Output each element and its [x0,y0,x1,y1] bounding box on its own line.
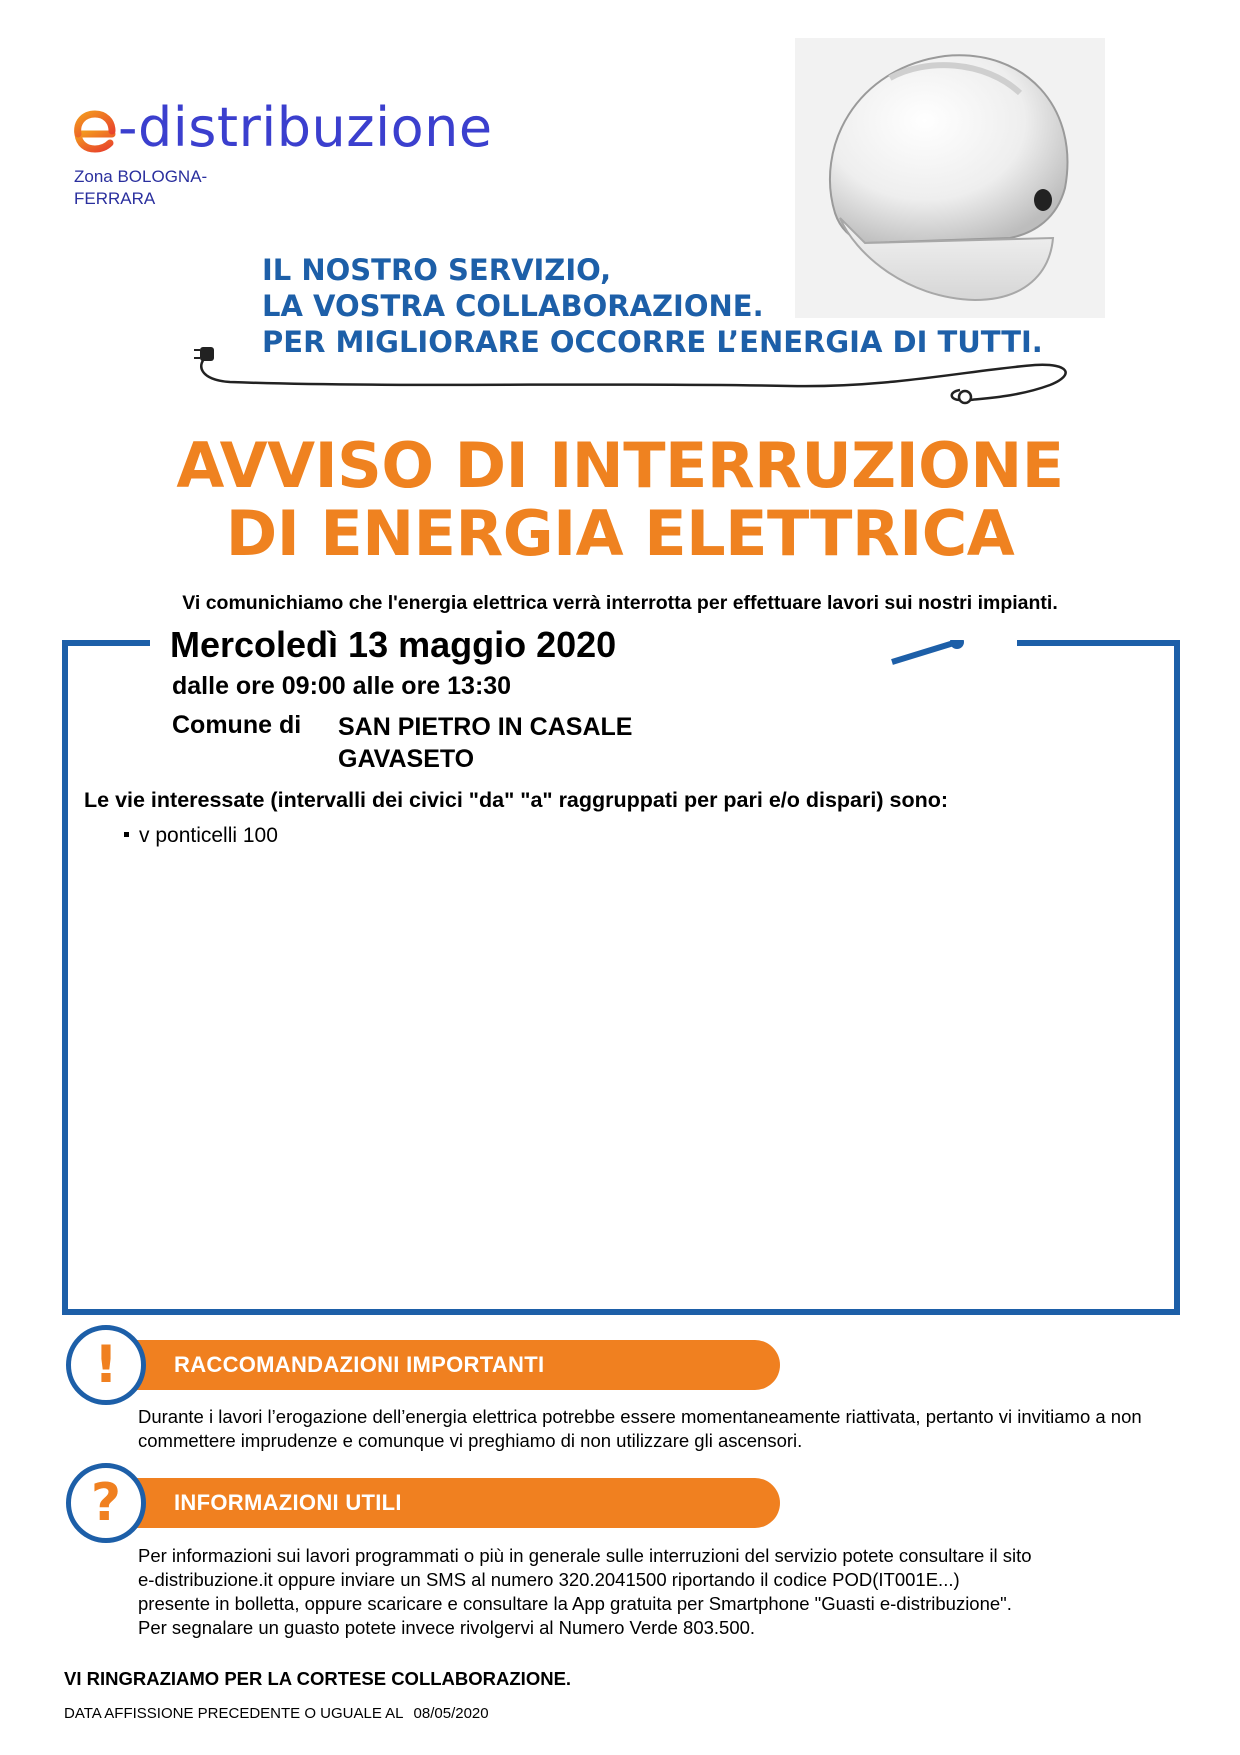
brand-name: -distribuzione [118,96,493,159]
bullet-icon [124,832,129,837]
interruption-date: Mercoledì 13 maggio 2020 [170,624,617,665]
question-symbol: ? [90,1473,122,1533]
info-text [138,1544,1148,1640]
list-item [124,820,278,852]
info-line: presente in bolletta, oppure scaricare e consultare la App gratuita per Smartphone "Guasti e-distribuzione". [138,1593,1012,1614]
title-line: DI ENERGIA ELETTRICA [225,497,1015,570]
posting-date: 08/05/2020 [413,1705,489,1722]
interruption-time: dalle ore 09:00 alle ore 13:30 [172,672,512,700]
thanks-text: VI RINGRAZIAMO PER LA CORTESE COLLABORAZIONE. [64,1668,572,1689]
posting-date-line [64,1705,489,1722]
slogan-line: IL NOSTRO SERVIZIO, [262,253,612,287]
exclamation-symbol: ! [94,1335,118,1395]
exclamation-icon [66,1325,146,1405]
slogan-line: PER MIGLIORARE OCCORRE L’ENERGIA DI TUTTI. [262,325,1043,359]
comune-line: SAN PIETRO IN CASALE [338,713,633,741]
title-line: AVVISO DI INTERRUZIONE [176,429,1064,502]
slogan-line: LA VOSTRA COLLABORAZIONE. [262,289,764,323]
posting-label: DATA AFFISSIONE PRECEDENTE O UGUALE AL [64,1705,404,1722]
power-cable-icon [190,330,1080,410]
question-icon [66,1463,146,1543]
info-line: Per informazioni sui lavori programmati o più in generale sulle interruzioni del servizio potete consultare il sito [138,1545,1032,1566]
page-title [0,429,1240,570]
info-line: e-distribuzione.it oppure inviare un SMS al numero 320.2041500 riportando il codice POD(IT001E...) [138,1569,960,1590]
e-logo-icon [68,98,118,158]
info-title: INFORMAZIONI UTILI [174,1490,402,1515]
comune-label: Comune di [172,711,302,739]
street-name: v ponticelli 100 [139,824,278,847]
streets-intro: Le vie interessate (intervalli dei civici "da" "a" raggruppati per pari e/o dispari) sono: [84,788,948,812]
info-line: Per segnalare un guasto potete invece rivolgervi al Numero Verde 803.500. [138,1617,756,1638]
recommendations-text: Durante i lavori l’erogazione dell’energia elettrica potrebbe essere momentaneamente riattivata, pertanto vi invitiamo a non commettere imprudenze e comunque vi preghiamo di non utilizzare gli ascensori. [138,1406,1142,1451]
zone-label: Zona BOLOGNA-FERRARA [74,167,208,208]
street-list [124,820,278,852]
comune-name [338,711,632,775]
comune-line: GAVASETO [338,745,475,773]
recommendations-title: RACCOMANDAZIONI IMPORTANTI [174,1352,545,1377]
intro-text: Vi comunichiamo che l'energia elettrica verrà interrotta per effettuare lavori sui nostri impianti. [182,592,1058,614]
